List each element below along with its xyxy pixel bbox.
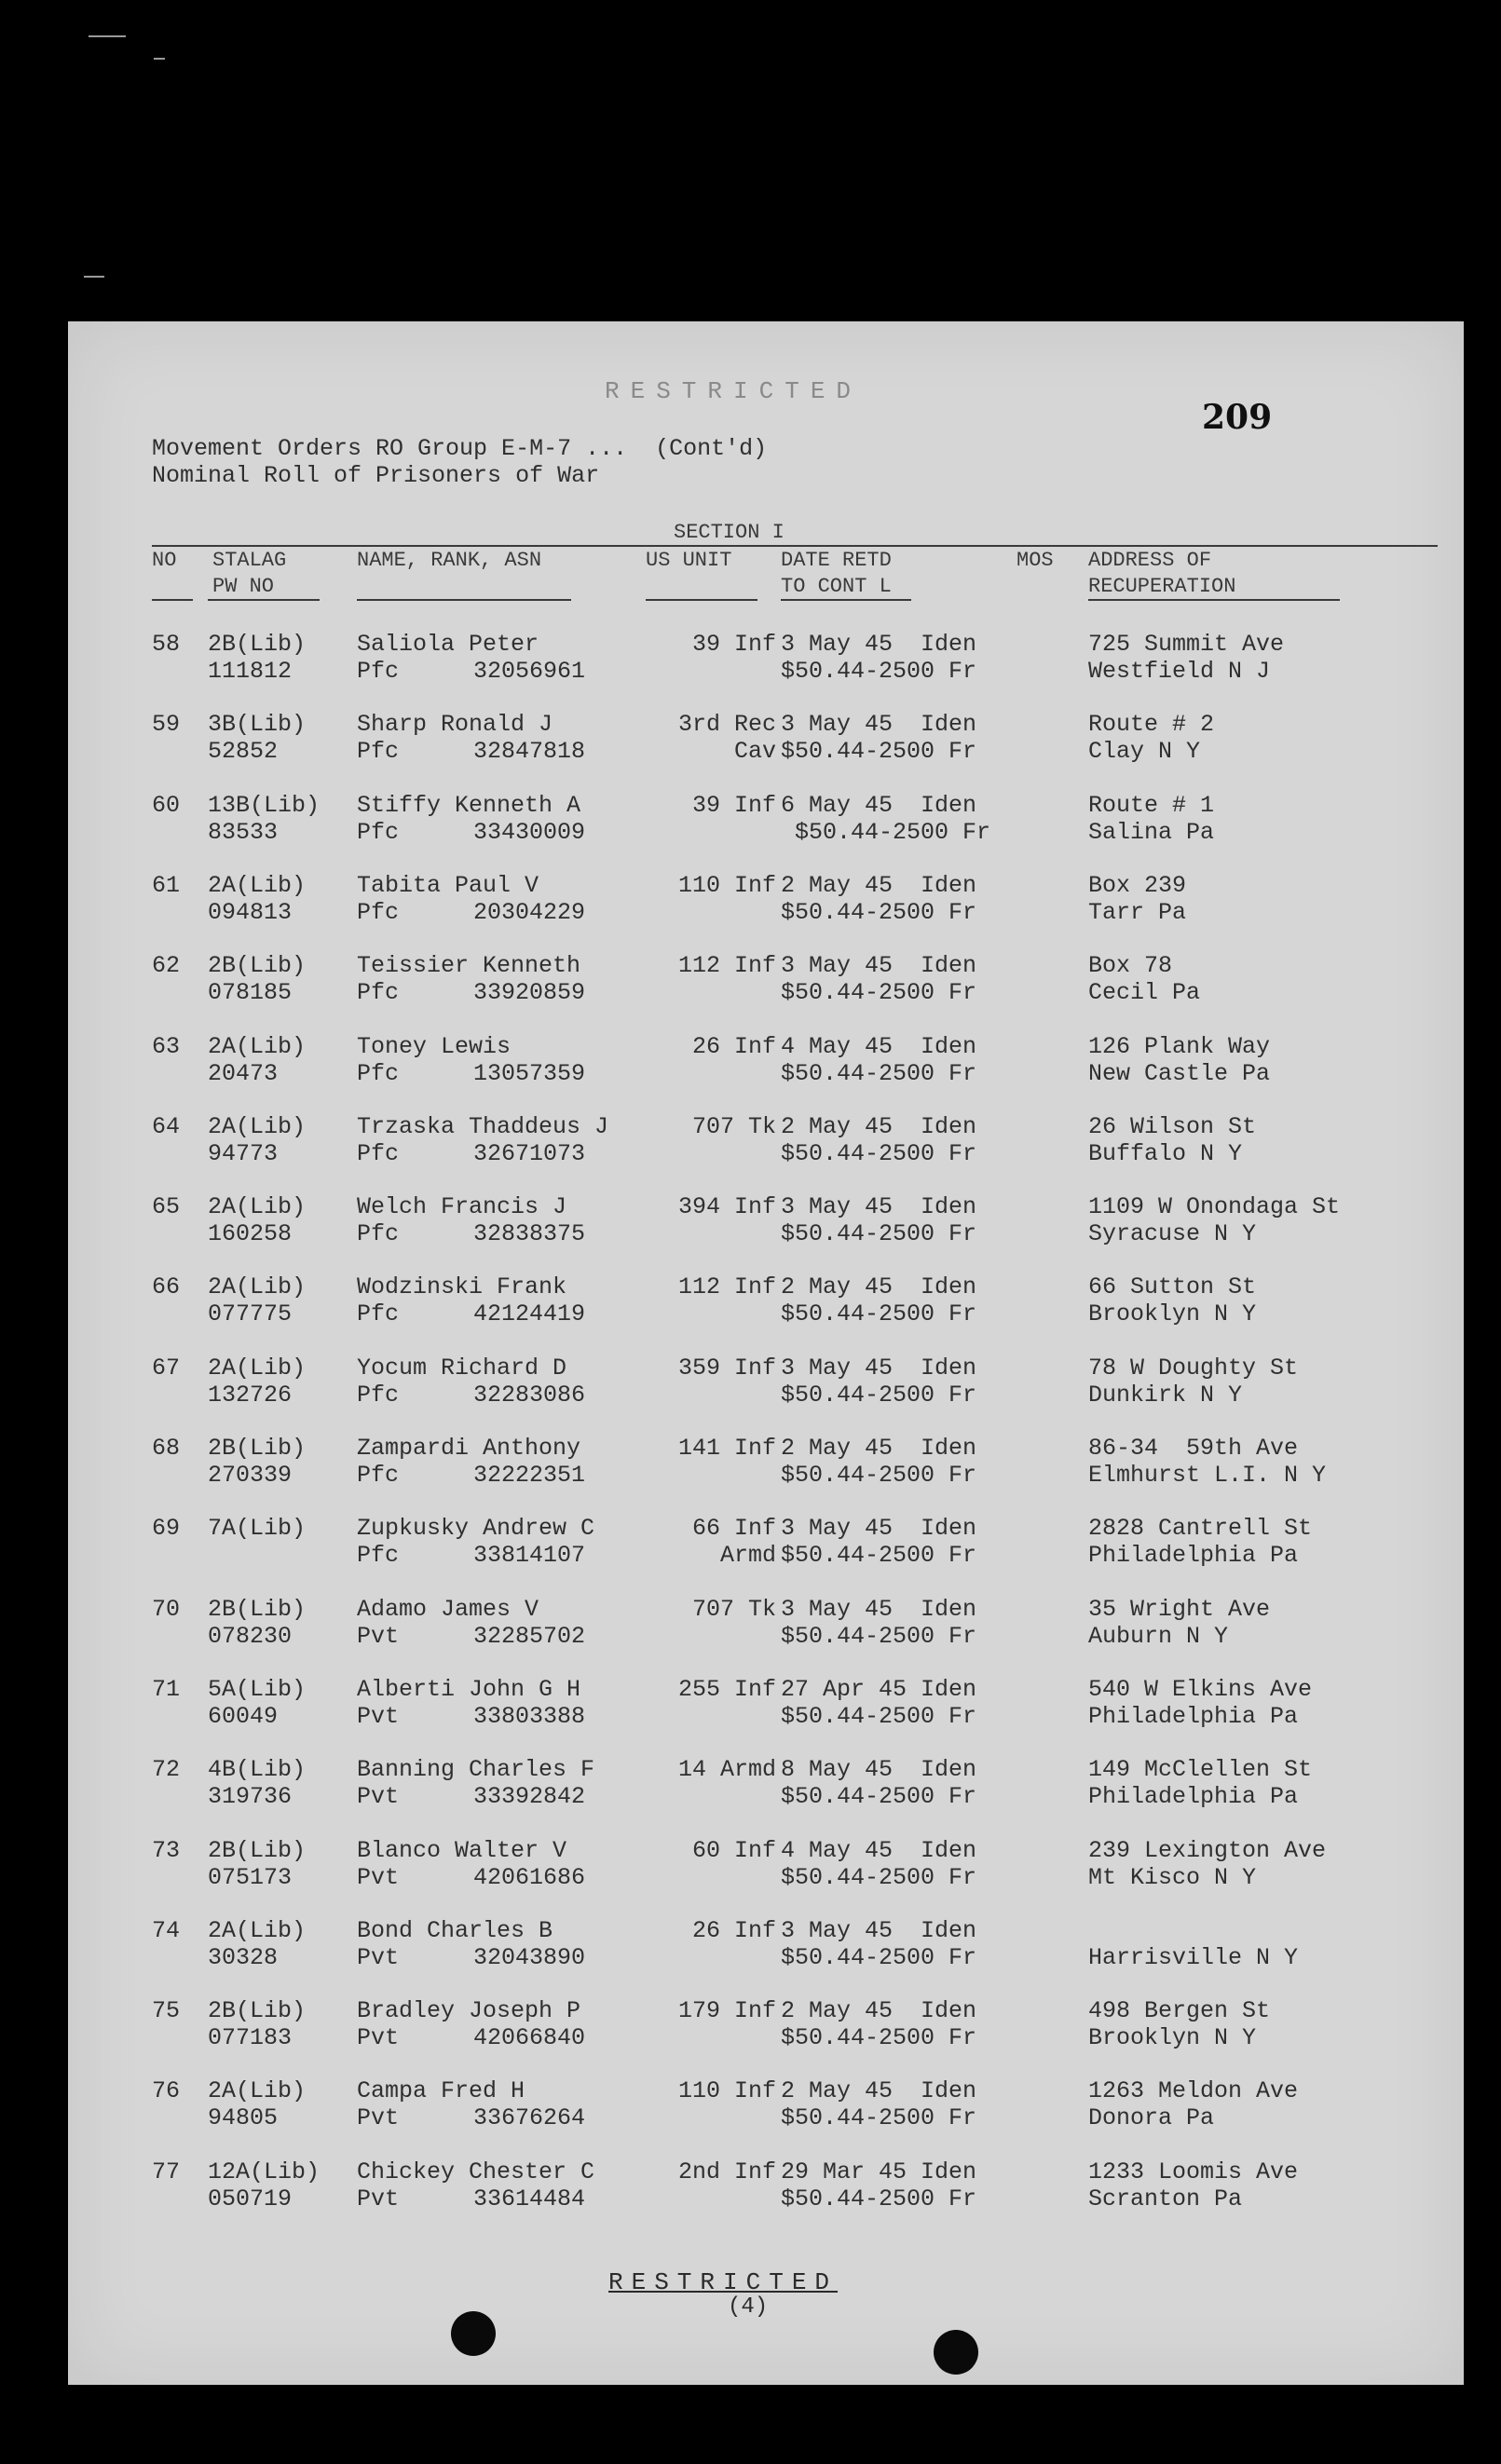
stalag-name: 7A(Lib) <box>208 1515 307 1543</box>
us-unit: 60 Inf <box>691 1836 776 1864</box>
date-returned: 2 May 45 Iden <box>781 871 977 899</box>
prisoner-rank: Pvt <box>357 2104 400 2132</box>
army-serial-number: 32222351 <box>473 1462 586 1489</box>
date-returned: 3 May 45 Iden <box>781 631 977 658</box>
pw-number: 319736 <box>208 1783 293 1811</box>
us-unit: 110 Inf <box>677 871 776 899</box>
table-row <box>68 1997 1464 2077</box>
address-city: Clay N Y <box>1088 738 1201 766</box>
pay-amount: $50.44-2500 Fr <box>781 2024 977 2052</box>
address-city: Elmhurst L.I. N Y <box>1088 1462 1327 1489</box>
orders-title: Movement Orders RO Group E-M-7 ... (Cont'd) <box>152 435 768 462</box>
table-row <box>68 1596 1464 1676</box>
address-city: Westfield N J <box>1088 658 1271 685</box>
us-unit-sub: Armd <box>719 1542 776 1570</box>
army-serial-number: 13057359 <box>473 1059 586 1087</box>
pw-number: 078185 <box>208 979 293 1007</box>
army-serial-number: 32838375 <box>473 1220 586 1248</box>
pay-amount: $50.44-2500 Fr <box>781 1863 977 1891</box>
us-unit: 26 Inf <box>691 1916 776 1944</box>
col-header-unit: US UNIT <box>646 549 732 572</box>
prisoner-rank: Pfc <box>357 738 400 766</box>
pw-number: 94773 <box>208 1139 279 1167</box>
table-row <box>68 872 1464 952</box>
stalag-name: 2B(Lib) <box>208 1435 307 1462</box>
pay-amount: $50.44-2500 Fr <box>781 1139 977 1167</box>
army-serial-number: 32847818 <box>473 738 586 766</box>
punch-hole-left <box>451 2311 496 2356</box>
col-header-pwno: PW NO <box>212 575 275 598</box>
row-number: 66 <box>152 1273 181 1301</box>
date-returned: 8 May 45 Iden <box>781 1756 977 1784</box>
stalag-name: 2B(Lib) <box>208 1836 307 1864</box>
prisoner-name: Blanco Walter V <box>357 1836 567 1864</box>
prisoner-name: Chickey Chester C <box>357 2158 595 2185</box>
address-street: 2828 Cantrell St <box>1088 1515 1313 1543</box>
pw-number: 132726 <box>208 1381 293 1409</box>
address-street: 86-34 59th Ave <box>1088 1435 1299 1462</box>
address-street: 126 Plank Way <box>1088 1032 1271 1060</box>
faded-classification-header: RESTRICTED <box>605 377 863 405</box>
date-returned: 2 May 45 Iden <box>781 1997 977 2025</box>
row-number: 71 <box>152 1675 181 1703</box>
stalag-name: 2A(Lib) <box>208 1354 307 1382</box>
us-unit: 110 Inf <box>677 2077 776 2105</box>
prisoner-rank: Pvt <box>357 1702 400 1730</box>
address-city: Philadelphia Pa <box>1088 1702 1299 1730</box>
pay-amount: $50.44-2500 Fr <box>781 1542 977 1570</box>
pay-amount: $50.44-2500 Fr <box>781 658 977 685</box>
header-top-rule <box>152 545 1438 547</box>
stalag-name: 2A(Lib) <box>208 1193 307 1221</box>
table-row <box>68 952 1464 1032</box>
stalag-name: 12A(Lib) <box>208 2158 321 2185</box>
address-city: Donora Pa <box>1088 2104 1215 2132</box>
stalag-name: 5A(Lib) <box>208 1675 307 1703</box>
film-speck <box>84 276 104 278</box>
prisoner-rank: Pfc <box>357 1059 400 1087</box>
us-unit: 179 Inf <box>677 1997 776 2025</box>
address-city: Brooklyn N Y <box>1088 1300 1257 1328</box>
address-city: Salina Pa <box>1088 818 1215 846</box>
prisoner-rank: Pfc <box>357 818 400 846</box>
prisoner-name: Adamo James V <box>357 1595 539 1623</box>
army-serial-number: 32283086 <box>473 1381 586 1409</box>
roll-title: Nominal Roll of Prisoners of War <box>152 462 600 489</box>
table-row <box>68 1273 1464 1354</box>
us-unit: 359 Inf <box>677 1354 776 1382</box>
address-street: 149 McClellen St <box>1088 1756 1313 1784</box>
address-street: 35 Wright Ave <box>1088 1595 1271 1623</box>
date-returned: 3 May 45 Iden <box>781 1354 977 1382</box>
army-serial-number: 32043890 <box>473 1943 586 1971</box>
header-underline-name <box>357 599 571 601</box>
table-row <box>68 1676 1464 1756</box>
col-header-date: DATE RETD <box>781 549 892 572</box>
army-serial-number: 32285702 <box>473 1622 586 1650</box>
address-street: 725 Summit Ave <box>1088 631 1285 658</box>
address-city: Syracuse N Y <box>1088 1220 1257 1248</box>
table-row <box>68 2077 1464 2158</box>
us-unit: 14 Armd <box>677 1756 776 1784</box>
date-returned: 3 May 45 Iden <box>781 711 977 739</box>
army-serial-number: 33676264 <box>473 2104 586 2132</box>
address-city: Harrisville N Y <box>1088 1943 1299 1971</box>
address-city: Philadelphia Pa <box>1088 1783 1299 1811</box>
address-street: Box 78 <box>1088 952 1173 980</box>
stalag-name: 4B(Lib) <box>208 1756 307 1784</box>
us-unit: 141 Inf <box>677 1435 776 1462</box>
table-row <box>68 1756 1464 1836</box>
pw-number: 83533 <box>208 818 279 846</box>
prisoner-name: Teissier Kenneth <box>357 952 581 980</box>
pay-amount: $50.44-2500 Fr <box>781 898 977 926</box>
address-street: 1109 W Onondaga St <box>1088 1193 1341 1221</box>
us-unit: 112 Inf <box>677 1273 776 1301</box>
prisoner-rank: Pfc <box>357 979 400 1007</box>
prisoner-rank: Pfc <box>357 1462 400 1489</box>
prisoner-name: Sharp Ronald J <box>357 711 553 739</box>
address-street: Route # 2 <box>1088 711 1215 739</box>
address-city: Tarr Pa <box>1088 898 1187 926</box>
pw-number: 077775 <box>208 1300 293 1328</box>
us-unit: 112 Inf <box>677 952 776 980</box>
prisoner-name: Trzaska Thaddeus J <box>357 1112 609 1140</box>
army-serial-number: 33814107 <box>473 1542 586 1570</box>
prisoner-rank: Pvt <box>357 1783 400 1811</box>
stalag-name: 13B(Lib) <box>208 791 321 819</box>
pay-amount: $50.44-2500 Fr <box>781 1220 977 1248</box>
stalag-name: 2A(Lib) <box>208 871 307 899</box>
prisoner-name: Toney Lewis <box>357 1032 512 1060</box>
row-number: 60 <box>152 791 181 819</box>
address-street: 66 Sutton St <box>1088 1273 1257 1301</box>
prisoner-rank: Pfc <box>357 1300 400 1328</box>
row-number: 65 <box>152 1193 181 1221</box>
date-returned: 3 May 45 Iden <box>781 1193 977 1221</box>
col-header-mos: MOS <box>1017 549 1054 572</box>
prisoner-name: Banning Charles F <box>357 1756 595 1784</box>
date-returned: 2 May 45 Iden <box>781 2077 977 2105</box>
address-city: Scranton Pa <box>1088 2185 1243 2212</box>
header-underline-address <box>1088 599 1340 601</box>
date-returned: 4 May 45 Iden <box>781 1836 977 1864</box>
pw-number: 094813 <box>208 898 293 926</box>
table-row <box>68 2158 1464 2239</box>
army-serial-number: 33614484 <box>473 2185 586 2212</box>
row-number: 59 <box>152 711 181 739</box>
stalag-name: 2B(Lib) <box>208 952 307 980</box>
prisoner-name: Bond Charles B <box>357 1916 553 1944</box>
address-city: Brooklyn N Y <box>1088 2024 1257 2052</box>
date-returned: 3 May 45 Iden <box>781 1595 977 1623</box>
pw-number: 077183 <box>208 2024 293 2052</box>
date-returned: 3 May 45 Iden <box>781 1515 977 1543</box>
army-serial-number: 32056961 <box>473 658 586 685</box>
address-city: Dunkirk N Y <box>1088 1381 1243 1409</box>
stalag-name: 2A(Lib) <box>208 1112 307 1140</box>
row-number: 70 <box>152 1595 181 1623</box>
date-returned: 6 May 45 Iden <box>781 791 977 819</box>
date-returned: 27 Apr 45 Iden <box>781 1675 977 1703</box>
stalag-name: 2B(Lib) <box>208 1997 307 2025</box>
address-street: 26 Wilson St <box>1088 1112 1257 1140</box>
address-city: Mt Kisco N Y <box>1088 1863 1257 1891</box>
footer-page-number: (4) <box>728 2294 769 2320</box>
address-street: 78 W Doughty St <box>1088 1354 1299 1382</box>
pay-amount: $50.44-2500 Fr <box>781 2104 977 2132</box>
pay-amount: $50.44-2500 Fr <box>781 1702 977 1730</box>
table-row <box>68 1355 1464 1435</box>
row-number: 68 <box>152 1435 181 1462</box>
film-speck <box>154 58 165 60</box>
army-serial-number: 33392842 <box>473 1783 586 1811</box>
header-underline-date <box>781 599 911 601</box>
pay-amount: $50.44-2500 Fr <box>781 2185 977 2212</box>
us-unit: 2nd Inf <box>677 2158 776 2185</box>
prisoner-rank: Pvt <box>357 2024 400 2052</box>
us-unit: 394 Inf <box>677 1193 776 1221</box>
prisoner-name: Saliola Peter <box>357 631 539 658</box>
prisoner-name: Wodzinski Frank <box>357 1273 567 1301</box>
us-unit: 707 Tk <box>691 1595 776 1623</box>
footer-classification: RESTRICTED <box>608 2268 839 2296</box>
army-serial-number: 33803388 <box>473 1702 586 1730</box>
army-serial-number: 32671073 <box>473 1139 586 1167</box>
prisoner-rank: Pfc <box>357 1139 400 1167</box>
pw-number: 20473 <box>208 1059 279 1087</box>
address-street: 1263 Meldon Ave <box>1088 2077 1299 2105</box>
pw-number: 160258 <box>208 1220 293 1248</box>
army-serial-number: 42124419 <box>473 1300 586 1328</box>
pay-amount: $50.44-2500 Fr <box>781 738 977 766</box>
address-street: 1233 Loomis Ave <box>1088 2158 1299 2185</box>
table-row <box>68 1193 1464 1273</box>
table-row <box>68 631 1464 711</box>
army-serial-number: 42066840 <box>473 2024 586 2052</box>
row-number: 72 <box>152 1756 181 1784</box>
prisoner-rank: Pfc <box>357 1542 400 1570</box>
header-underline-stalag <box>208 599 320 601</box>
prisoner-name: Yocum Richard D <box>357 1354 567 1382</box>
date-returned: 2 May 45 Iden <box>781 1112 977 1140</box>
row-number: 62 <box>152 952 181 980</box>
us-unit: 707 Tk <box>691 1112 776 1140</box>
row-number: 69 <box>152 1515 181 1543</box>
us-unit: 255 Inf <box>677 1675 776 1703</box>
row-number: 77 <box>152 2158 181 2185</box>
pay-amount: $50.44-2500 Fr <box>781 1622 977 1650</box>
prisoner-rank: Pvt <box>357 1863 400 1891</box>
row-number: 64 <box>152 1112 181 1140</box>
us-unit: 26 Inf <box>691 1032 776 1060</box>
col-header-stalag: STALAG <box>212 549 287 572</box>
stalag-name: 2A(Lib) <box>208 1916 307 1944</box>
pw-number: 050719 <box>208 2185 293 2212</box>
pay-amount: $50.44-2500 Fr <box>781 979 977 1007</box>
pay-amount: $50.44-2500 Fr <box>781 1059 977 1087</box>
prisoner-name: Stiffy Kenneth A <box>357 791 581 819</box>
pay-amount: $50.44-2500 Fr <box>781 1300 977 1328</box>
pay-amount: $50.44-2500 Fr <box>781 1381 977 1409</box>
address-street: Box 239 <box>1088 871 1187 899</box>
us-unit: 3rd Rec <box>677 711 776 739</box>
header-underline-unit <box>646 599 757 601</box>
document-page <box>68 321 1464 2385</box>
address-city: New Castle Pa <box>1088 1059 1271 1087</box>
army-serial-number: 33920859 <box>473 979 586 1007</box>
col-header-date-2: TO CONT L <box>781 575 892 598</box>
us-unit: 66 Inf <box>691 1515 776 1543</box>
army-serial-number: 33430009 <box>473 818 586 846</box>
address-street: 540 W Elkins Ave <box>1088 1675 1313 1703</box>
address-city: Cecil Pa <box>1088 979 1201 1007</box>
table-row <box>68 711 1464 791</box>
pw-number: 075173 <box>208 1863 293 1891</box>
stalag-name: 3B(Lib) <box>208 711 307 739</box>
army-serial-number: 42061686 <box>473 1863 586 1891</box>
prisoner-name: Tabita Paul V <box>357 871 539 899</box>
pw-number: 111812 <box>208 658 293 685</box>
pw-number: 078230 <box>208 1622 293 1650</box>
stalag-name: 2A(Lib) <box>208 1032 307 1060</box>
prisoner-rank: Pvt <box>357 2185 400 2212</box>
pay-amount: $50.44-2500 Fr <box>781 1462 977 1489</box>
row-number: 74 <box>152 1916 181 1944</box>
prisoner-name: Zupkusky Andrew C <box>357 1515 595 1543</box>
page-number: 209 <box>1202 398 1273 437</box>
prisoner-name: Alberti John G H <box>357 1675 581 1703</box>
date-returned: 4 May 45 Iden <box>781 1032 977 1060</box>
pw-number: 60049 <box>208 1702 279 1730</box>
date-returned: 2 May 45 Iden <box>781 1435 977 1462</box>
stalag-name: 2A(Lib) <box>208 1273 307 1301</box>
row-number: 73 <box>152 1836 181 1864</box>
pw-number: 94805 <box>208 2104 279 2132</box>
prisoner-name: Zampardi Anthony <box>357 1435 581 1462</box>
pay-amount: $50.44-2500 Fr <box>781 1943 977 1971</box>
row-number: 58 <box>152 631 181 658</box>
row-number: 61 <box>152 871 181 899</box>
col-header-address: ADDRESS OF <box>1088 549 1212 572</box>
pw-number: 270339 <box>208 1462 293 1489</box>
table-row <box>68 792 1464 872</box>
address-city: Buffalo N Y <box>1088 1139 1243 1167</box>
us-unit-sub: Cav <box>733 738 776 766</box>
punch-hole-right <box>934 2330 978 2375</box>
army-serial-number: 20304229 <box>473 898 586 926</box>
table-row <box>68 1515 1464 1595</box>
prisoner-rank: Pfc <box>357 898 400 926</box>
us-unit: 39 Inf <box>691 791 776 819</box>
table-row <box>68 1837 1464 1917</box>
col-header-name: NAME, RANK, ASN <box>357 549 542 572</box>
pw-number: 30328 <box>208 1943 279 1971</box>
prisoner-rank: Pfc <box>357 1220 400 1248</box>
prisoner-rank: Pfc <box>357 1381 400 1409</box>
date-returned: 3 May 45 Iden <box>781 952 977 980</box>
section-title: SECTION I <box>674 521 785 544</box>
row-number: 67 <box>152 1354 181 1382</box>
address-street: 498 Bergen St <box>1088 1997 1271 2025</box>
us-unit: 39 Inf <box>691 631 776 658</box>
prisoner-name: Bradley Joseph P <box>357 1997 581 2025</box>
date-returned: 2 May 45 Iden <box>781 1273 977 1301</box>
table-row <box>68 1113 1464 1193</box>
prisoner-rank: Pvt <box>357 1943 400 1971</box>
stalag-name: 2B(Lib) <box>208 1595 307 1623</box>
pw-number: 52852 <box>208 738 279 766</box>
stalag-name: 2A(Lib) <box>208 2077 307 2105</box>
address-city: Auburn N Y <box>1088 1622 1229 1650</box>
film-speck <box>89 35 126 37</box>
address-city: Philadelphia Pa <box>1088 1542 1299 1570</box>
stalag-name: 2B(Lib) <box>208 631 307 658</box>
address-street: 239 Lexington Ave <box>1088 1836 1327 1864</box>
prisoner-name: Welch Francis J <box>357 1193 567 1221</box>
header-underline-no <box>152 599 193 601</box>
address-street: Route # 1 <box>1088 791 1215 819</box>
col-header-no: NO <box>152 549 177 572</box>
pay-amount: $50.44-2500 Fr <box>781 818 991 846</box>
col-header-address-2: RECUPERATION <box>1088 575 1236 598</box>
table-row <box>68 1917 1464 1997</box>
prisoner-rank: Pfc <box>357 658 400 685</box>
row-number: 76 <box>152 2077 181 2105</box>
date-returned: 29 Mar 45 Iden <box>781 2158 977 2185</box>
table-row <box>68 1435 1464 1515</box>
table-row <box>68 1033 1464 1113</box>
prisoner-rank: Pvt <box>357 1622 400 1650</box>
row-number: 63 <box>152 1032 181 1060</box>
prisoner-name: Campa Fred H <box>357 2077 525 2105</box>
row-number: 75 <box>152 1997 181 2025</box>
date-returned: 3 May 45 Iden <box>781 1916 977 1944</box>
pay-amount: $50.44-2500 Fr <box>781 1783 977 1811</box>
